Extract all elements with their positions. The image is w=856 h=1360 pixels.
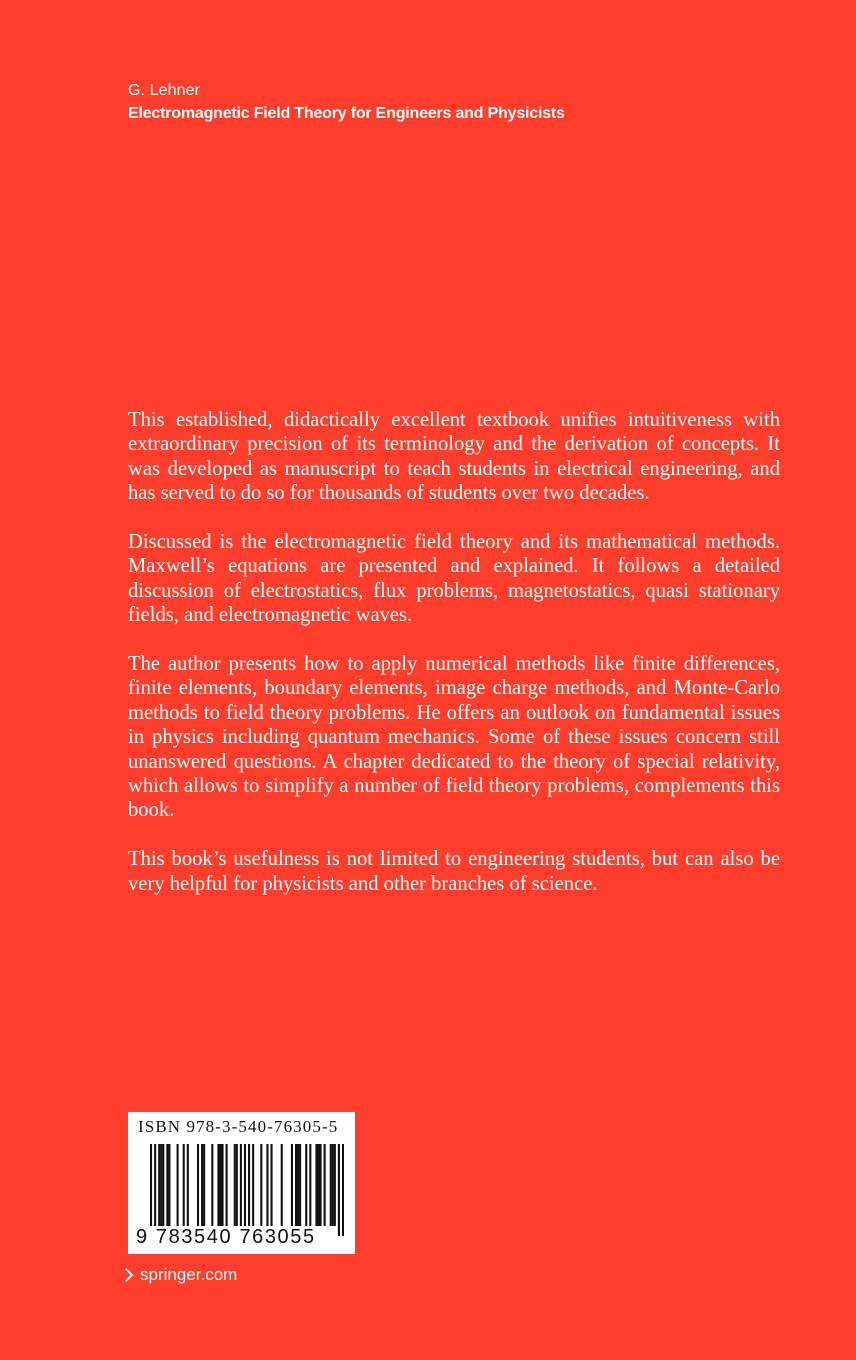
springer-link[interactable] xyxy=(122,1265,237,1285)
barcode-bar xyxy=(211,1144,213,1226)
barcode-bar xyxy=(162,1144,164,1226)
barcode-bar xyxy=(330,1144,332,1226)
blurb-paragraph: The author presents how to apply numerical methods like finite differences, finite elements, boundary elements, image charge methods, and Monte-Carlo methods to field theory problems. He offers an outlook on fundamental issues in physics including quantum mechanics. Some of these issues concern still unanswered questions. A chapter dedicated to the theory of special relativity, which allows to simplify a number of field theory problems, complements this book. xyxy=(128,653,780,822)
barcode-bar xyxy=(244,1144,246,1236)
barcode-bar xyxy=(324,1144,326,1226)
chevron-right-icon xyxy=(122,1266,136,1284)
barcode-bar xyxy=(201,1144,203,1226)
barcode-bar xyxy=(236,1144,238,1226)
barcode-bar xyxy=(281,1144,283,1226)
barcode-bar xyxy=(150,1144,152,1236)
barcode-bar xyxy=(334,1144,336,1226)
springer-link-text: springer.com xyxy=(140,1265,238,1284)
blurb-paragraph: This established, didactically excellent textbook unifies intuitiveness with extraordinary precision of its terminology and the derivation of concepts. It was developed as manuscript to teach students in electrical engineering, and has served to do so for thousands of students over two decades. xyxy=(128,409,780,505)
barcode-bar xyxy=(315,1144,317,1226)
barcode-bar xyxy=(197,1144,199,1226)
barcode-bar xyxy=(332,1144,334,1226)
barcode-bar xyxy=(342,1144,344,1236)
barcode-bar xyxy=(168,1144,170,1226)
barcode xyxy=(150,1144,344,1236)
author-name: G. Lehner xyxy=(128,82,201,99)
isbn-label: ISBN 978-3-540-76305-5 xyxy=(138,1117,339,1136)
blurb-paragraph: This book’s usefulness is not limited to engineering students, but can also be very helpful for physicists and other branches of science. xyxy=(128,848,780,895)
blurb-text xyxy=(128,408,780,920)
barcode-bar xyxy=(266,1144,268,1226)
barcode-bar xyxy=(338,1144,340,1236)
barcode-bar xyxy=(295,1144,297,1226)
barcode-bar xyxy=(221,1144,223,1226)
barcode-bar xyxy=(299,1144,301,1226)
barcode-bar xyxy=(305,1144,307,1226)
barcode-bar xyxy=(158,1144,160,1226)
barcode-bar xyxy=(248,1144,250,1236)
barcode-bar xyxy=(309,1144,311,1226)
blurb-paragraph: Discussed is the electromagnetic field theory and its mathematical methods. Maxwell’s equations are presented and explained. It follows a detailed discussion of electrostatics, flux problems, magnetostatics, quasi stationary fields, and electromagnetic waves. xyxy=(128,531,780,627)
barcode-bar xyxy=(166,1144,168,1226)
barcode-bar xyxy=(160,1144,162,1226)
barcode-digits: 9 783540 763055 xyxy=(136,1226,316,1248)
barcode-bar xyxy=(226,1144,228,1226)
barcode-bar xyxy=(177,1144,179,1226)
barcode-bar xyxy=(234,1144,236,1226)
book-title: Electromagnetic Field Theory for Engineers and Physicists xyxy=(128,105,565,122)
barcode-bar xyxy=(154,1144,156,1236)
barcode-bar xyxy=(291,1144,293,1226)
barcode-bar xyxy=(240,1144,242,1226)
barcode-bar xyxy=(270,1144,272,1226)
barcode-bar xyxy=(187,1144,189,1226)
barcode-bar xyxy=(297,1144,299,1226)
barcode-bar xyxy=(319,1144,321,1226)
barcode-bar xyxy=(219,1144,221,1226)
barcode-bar xyxy=(252,1144,254,1226)
barcode-bar xyxy=(203,1144,205,1226)
barcode-bar xyxy=(217,1144,219,1226)
barcode-bar xyxy=(317,1144,319,1226)
barcode-bar xyxy=(260,1144,262,1226)
isbn-box xyxy=(128,1112,355,1254)
barcode-bar xyxy=(183,1144,185,1226)
